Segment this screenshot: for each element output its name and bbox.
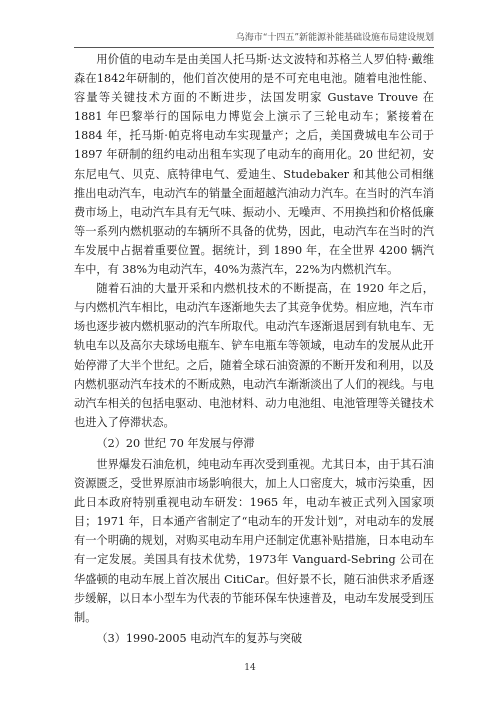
paragraph-oil-crisis: 世界爆发石油危机，纯电动车再次受到重视。尤其日本，由于其石油资源匮乏，受世界原油市场影响很大，加上人口密度大，城市污染重，因此日本政府特别重视电动车研发：1965 年，电动车被正式列入国家项目；1971 年，日本通产省制定了“电动车的开发计划”，对电动车的发展有一个明确的规划，对购买电动车用户还制定优惠补贴措施，日本电动车有一定发展。美国具有技术优势，1973年 Vanguard-Sebring 公司在华盛顿的电动车展上首次展出 CitiCar。但好景不长，随石油供求矛盾逐步缓解，以日本小型车为代表的节能环保车快速普及，电动车发展受到压制。: [74, 457, 434, 624]
page-number: 14: [244, 663, 256, 673]
page-header: 乌海市“十四五”新能源补能基础设施布局建设规划: [74, 30, 434, 48]
section-heading-1990-2005: （3）1990-2005 电动汽车的复苏与突破: [96, 631, 303, 645]
body-text: [74, 50, 434, 650]
paragraph-history-origin: 用价值的电动车是由美国人托马斯·达文波特和苏格兰人罗伯特·戴维森在1842年研制的，他们首次使用的是不可充电电池。随着电池性能、容量等关键技术方面的不断进步，法国发明家 Gustave Trouve 在 1881 年巴黎举行的国际电力博览会上演示了三轮电动车；紧接着在 1884 年，托马斯·帕克将电动车实现量产；之后，美国费城电车公司于 1897 年研制的纽约电动出租车实现了电动车的商用化。20 世纪初，安东尼电气、贝克、底特律电气、爱迪生、Studebaker 和其他公司相继推出电动汽车，电动汽车的销量全面超越汽油动力汽车。在当时的汽车消费市场上，电动汽车具有无气味、振动小、无噪声、不用换挡和价格低廉等一系列内燃机驱动的车辆所不具备的优势，因此，电动汽车在当时的汽车发展中占据着重要位置。据统计，到 1890 年，在全世界 4200 辆汽车中，有 38%为电动汽车，40%为蒸汽车，22%为内燃机汽车。: [74, 53, 434, 277]
section-heading-1970s: （2）20 世纪 70 年发展与停滞: [96, 436, 255, 450]
paragraph-decline: 随着石油的大量开采和内燃机技术的不断提高，在 1920 年之后，与内燃机汽车相比，电动汽车逐渐地失去了其竞争优势。相应地，汽车市场也逐步被内燃机驱动的汽车所取代。电动汽车逐渐退居到有轨电车、无轨电车以及高尔夫球场电瓶车、铲车电瓶车等领域，电动车的发展从此开始停滞了大半个世纪。之后，随着全球石油资源的不断开发和利用，以及内燃机驱动汽车技术的不断成熟，电动汽车渐渐淡出了人们的视线。与电动汽车相关的包括电驱动、电池材料、动力电池组、电池管理等关键技术也进入了停滞状态。: [74, 282, 434, 429]
